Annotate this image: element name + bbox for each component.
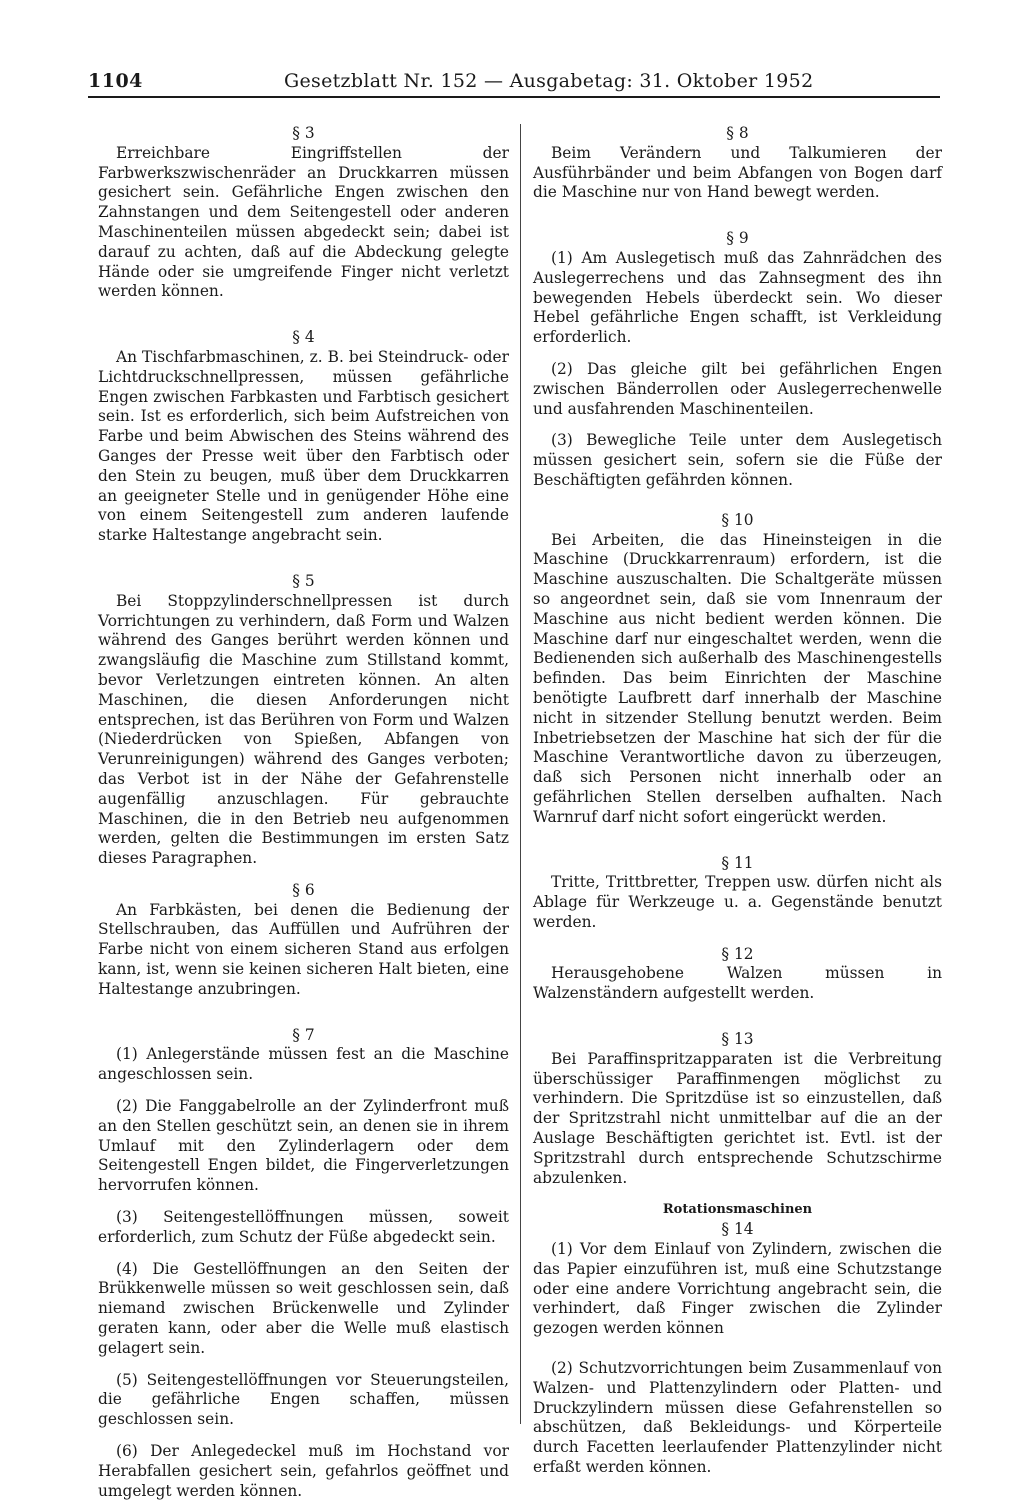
section-heading: § 14	[721, 1220, 754, 1239]
section-heading: § 6	[292, 880, 315, 899]
section-heading: § 10	[721, 510, 754, 529]
section-heading: § 3	[292, 124, 315, 142]
page-header	[88, 70, 940, 98]
paragraph: (2) Das gleiche gilt bei gefährlichen Engen zwischen Bänderrollen oder Auslegerrechenwelle und ausfahrenden Maschinenteilen.	[533, 359, 942, 418]
column-divider	[520, 124, 521, 1424]
section-heading: § 8	[726, 124, 749, 142]
section-heading: § 11	[721, 853, 754, 872]
paragraph: Bei Paraffinspritzapparaten ist die Verbreitung überschüssiger Paraffinmengen möglichst zu verhindern. Die Spritzdüse ist so einzustellen, daß der Spritzstrahl nicht unmittelbar auf die an der Auslage Beschäftigten gerichtet ist. Evtl. ist der Spritzstrahl durch entsprechende Schutzschirme abzulenken.	[533, 1049, 942, 1187]
section-heading: § 7	[292, 1025, 315, 1044]
paragraph: Beim Verändern und Talkumieren der Ausführbänder und beim Abfangen von Bogen darf die Maschine nur von Hand bewegt werden.	[533, 143, 942, 202]
paragraph: (4) Die Gestellöffnungen an den Seiten der Brükkenwelle müssen so weit geschlossen sein, daß niemand zwischen Brückenwelle und Zylinder geraten kann, oder aber die Welle muß elastisch gelagert sein.	[98, 1259, 509, 1357]
header-rule	[88, 96, 940, 98]
paragraph: (2) Die Fanggabelrolle an der Zylinderfront muß an den Stellen geschützt sein, an denen sie in ihrem Umlauf mit den Zylinderlagern oder dem Seitengestell Engen bildet, die Fingerverletzungen hervorrufen können.	[98, 1097, 509, 1195]
paragraph: Bei Arbeiten, die das Hineinsteigen in die Maschine (Druckkarrenraum) erfordern, ist die Maschine auszuschalten. Die Schaltgeräte müssen so angeordnet sein, daß sie vom Innenraum der Maschine aus nicht bedient werden können. Die Maschine darf nur eingeschaltet werden, wenn die Bedienenden sich außerhalb des Maschinengestells befinden. Das beim Einrichten der Maschine benötigte Laufbrett darf innerhalb der Maschine nicht in sitzender Stellung benutzt werden. Beim Inbetriebsetzen der Maschine hat sich der für die Maschine Verantwortliche davon zu überzeugen, daß sich Personen nicht innerhalb oder an gefährlichen Stellen derselben aufhalten. Nach Warnruf darf nicht sofort eingerückt werden.	[533, 530, 942, 826]
paragraph: (3) Seitengestellöffnungen müssen, soweit erforderlich, zum Schutz der Füße abgedeckt sein.	[98, 1208, 509, 1246]
paragraph: Bei Stoppzylinderschnellpressen ist durch Vorrichtungen zu verhindern, daß Form und Walzen während des Ganges berührt werden können und zwangsläufig die Maschine zum Stillstand kommt, bevor Verletzungen eintreten können. An alten Maschinen, die diesen Anforderungen nicht entsprechen, ist das Berühren von Form und Walzen (Niederdrücken von Spießen, Abfangen von Verunreinigungen) während des Ganges verboten; das Verbot ist in der Nähe der Gefahrenstelle augenfällig anzuschlagen. Für gebrauchte Maschinen, die in den Betrieb neu aufgenommen werden, gelten die Bestimmungen im ersten Satz dieses Paragraphen.	[98, 591, 509, 868]
paragraph: (2) Schutzvorrichtungen beim Zusammenlauf von Walzen- und Plattenzylindern oder Platten- und Druckzylindern müssen diese Gefahrenstellen so abschützen, daß Bekleidungs- und Körperteile durch Facetten leerlaufender Plattenzylinder nicht erfaßt werden können.	[533, 1359, 942, 1477]
left-column	[98, 124, 509, 1501]
paragraph: (6) Der Anlegedeckel muß im Hochstand vor Herabfallen gesichert sein, gefahrlos geöffnet und umgelegt werden können.	[98, 1442, 509, 1500]
header-title: Gesetzblatt Nr. 152 — Ausgabetag: 31. Oktober 1952	[284, 70, 814, 92]
section-heading: § 5	[292, 571, 315, 590]
paragraph: (1) Am Auslegetisch muß das Zahnrädchen des Auslegerrechens und das Zahnsegment des ihn bewegenden Hebels überdeckt sein. Wo dieser Hebel gefährliche Engen schafft, ist Verkleidung erforderlich.	[533, 248, 942, 347]
paragraph: An Tischfarbmaschinen, z. B. bei Steindruck- oder Lichtdruckschnellpressen, müssen gefährliche Engen zwischen Farbkasten und Farbtisch gesichert sein. Ist es erforderlich, sich beim Aufstreichen von Farbe und beim Abwischen des Steins während des Ganges der Presse weit über den Farbtisch oder den Stein zu beugen, muß über dem Druckkarren an geeigneter Stelle und in genügender Höhe eine von einem Seitengestell zum anderen laufende starke Haltestange angebracht sein.	[98, 347, 509, 545]
section-heading: § 4	[292, 328, 315, 347]
paragraph: Herausgehobene Walzen müssen in Walzenständern aufgestellt werden.	[533, 964, 942, 1003]
paragraph: An Farbkästen, bei denen die Bedienung der Stellschrauben, das Auffüllen und Aufrühren der Farbe nicht von einem sicheren Stand aus erfolgen kann, ist, wenn sie keinen sicheren Halt bieten, eine Haltestange anzubringen.	[98, 900, 509, 998]
subheading-rotationsmaschinen: Rotationsmaschinen	[662, 1202, 813, 1218]
right-column	[533, 124, 942, 1478]
paragraph: (3) Bewegliche Teile unter dem Auslegetisch müssen gesichert sein, sofern sie die Füße der Beschäftigten gefährden können.	[533, 431, 942, 489]
page-number: 1104	[88, 70, 143, 92]
paragraph: Tritte, Trittbretter, Treppen usw. dürfen nicht als Ablage für Werkzeuge u. a. Gegenstände benutzt werden.	[533, 873, 942, 931]
paragraph: Erreichbare Eingriffstellen der Farbwerkszwischenräder an Druckkarren müssen gesichert sein. Gefährliche Engen zwischen den Zahnstangen und dem Seitengestell oder anderen Maschinenteilen müssen abgedeckt sein; dabei ist darauf zu achten, daß auf die Abdeckung gelegte Hände oder sie umgreifende Finger nicht verletzt werden können.	[98, 143, 509, 301]
section-heading: § 13	[721, 1030, 754, 1049]
paragraph: (1) Anlegerstände müssen fest an die Maschine angeschlossen sein.	[98, 1045, 509, 1084]
paragraph: (1) Vor dem Einlauf von Zylindern, zwischen die das Papier einzuführen ist, muß eine Schutzstange oder eine andere Vorrichtung angebracht sein, die verhindert, daß Finger zwischen die Zylinder gezogen werden können	[533, 1240, 942, 1338]
paragraph: (5) Seitengestellöffnungen vor Steuerungsteilen, die gefährliche Engen schaffen, müssen geschlossen sein.	[98, 1370, 509, 1429]
section-heading: § 9	[726, 229, 749, 248]
section-heading: § 12	[721, 944, 754, 963]
